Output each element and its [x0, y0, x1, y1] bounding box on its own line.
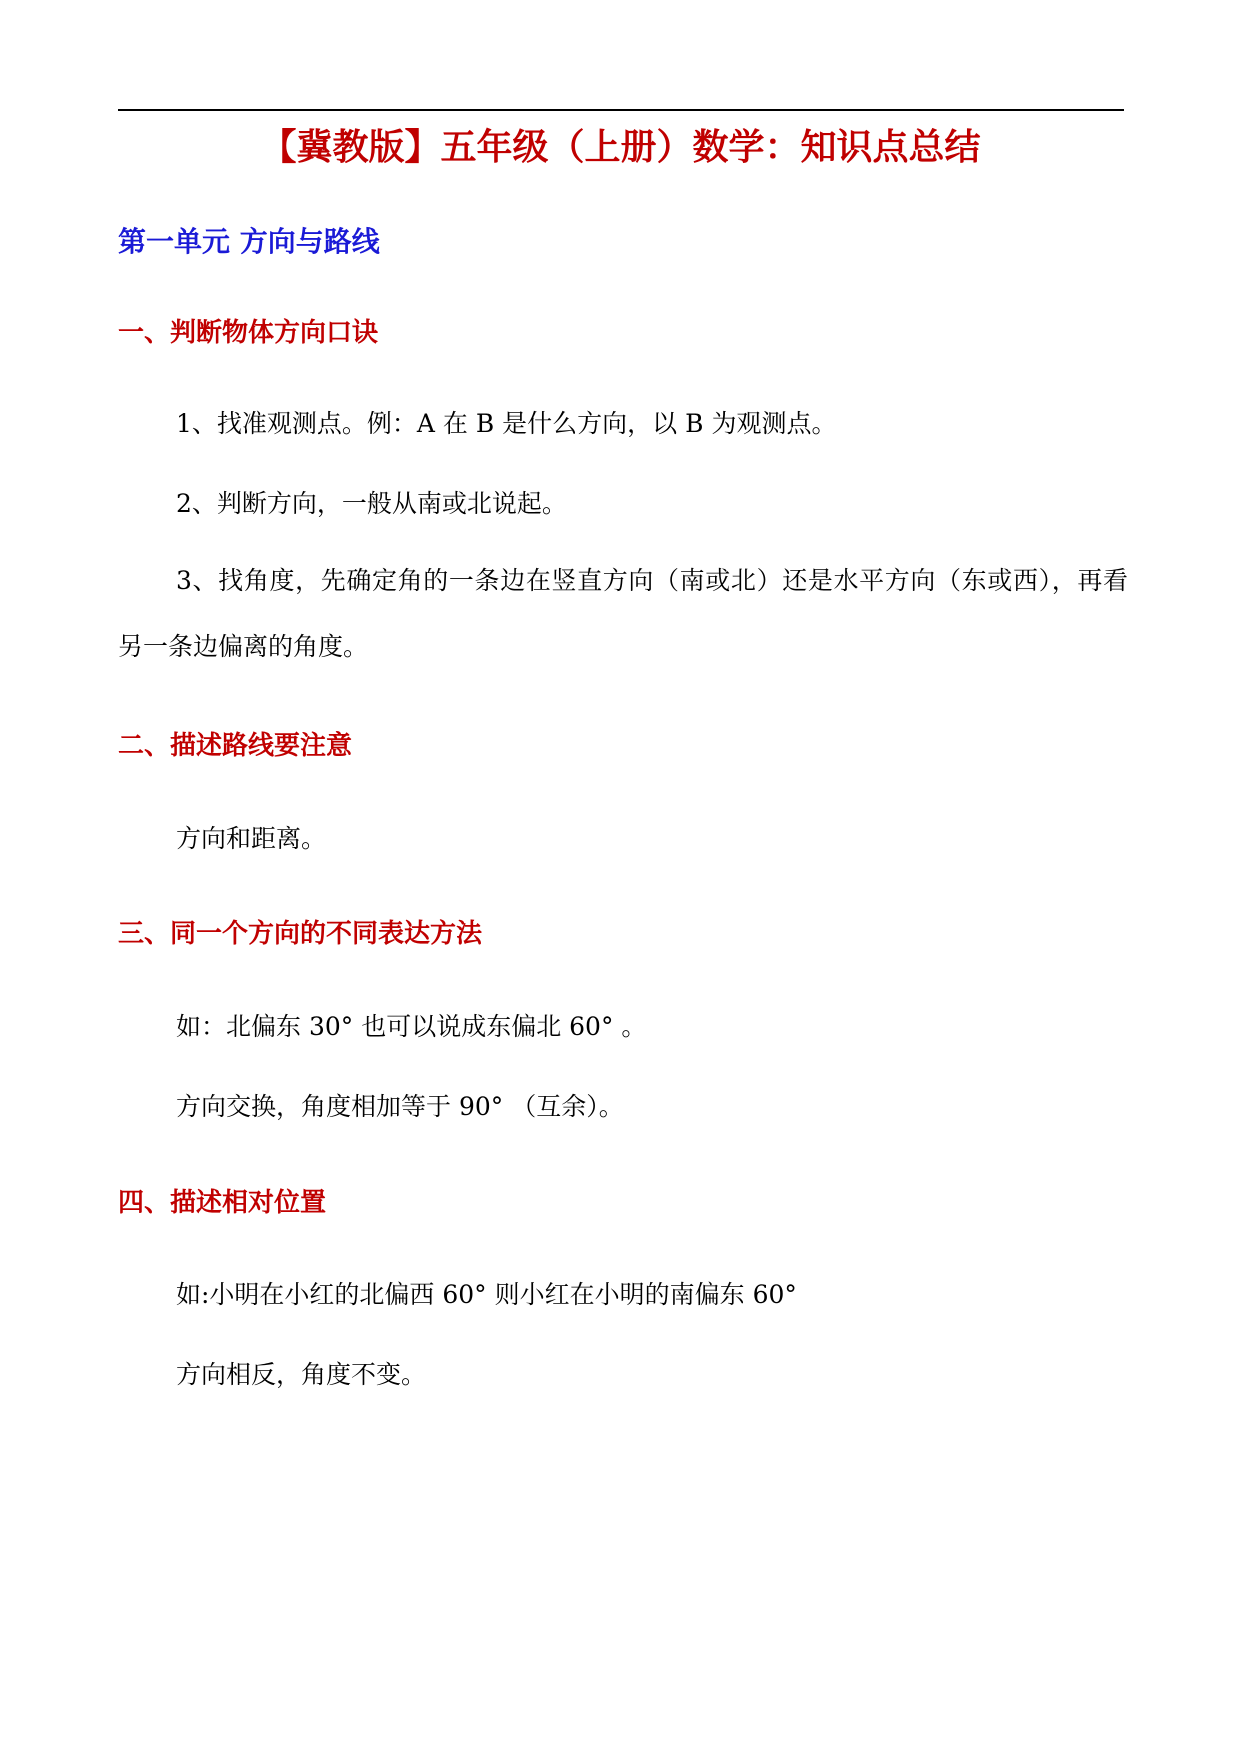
unit-heading: 第一单元 方向与路线: [118, 225, 380, 258]
section-heading-1: 一、判断物体方向口诀: [118, 318, 379, 348]
header-rule: [118, 109, 1124, 111]
section-2-paragraph-1: 方向和距离。: [176, 824, 327, 853]
document-title: 【冀教版】五年级（上册）数学：知识点总结: [260, 127, 981, 168]
section-4-paragraph-1: 如:小明在小红的北偏西 60° 则小红在小明的南偏东 60°: [176, 1280, 797, 1309]
section-3-paragraph-2: 方向交换，角度相加等于 90° （互余）。: [176, 1092, 624, 1121]
section-1-paragraph-3: 3、找角度，先确定角的一条边在竖直方向（南或北）还是水平方向（东或西），再看另一条边偏离的角度。: [118, 566, 1128, 661]
section-1-paragraph-2: 2、判断方向，一般从南或北说起。: [176, 489, 567, 518]
section-1-paragraph-1: 1、找准观测点。例：A 在 B 是什么方向，以 B 为观测点。: [176, 409, 837, 438]
section-heading-4: 四、描述相对位置: [118, 1188, 327, 1218]
section-4-paragraph-2: 方向相反，角度不变。: [176, 1360, 427, 1389]
section-heading-3: 三、同一个方向的不同表达方法: [118, 919, 483, 949]
section-3-paragraph-1: 如：北偏东 30° 也可以说成东偏北 60° 。: [176, 1012, 647, 1041]
section-heading-2: 二、描述路线要注意: [118, 731, 353, 761]
